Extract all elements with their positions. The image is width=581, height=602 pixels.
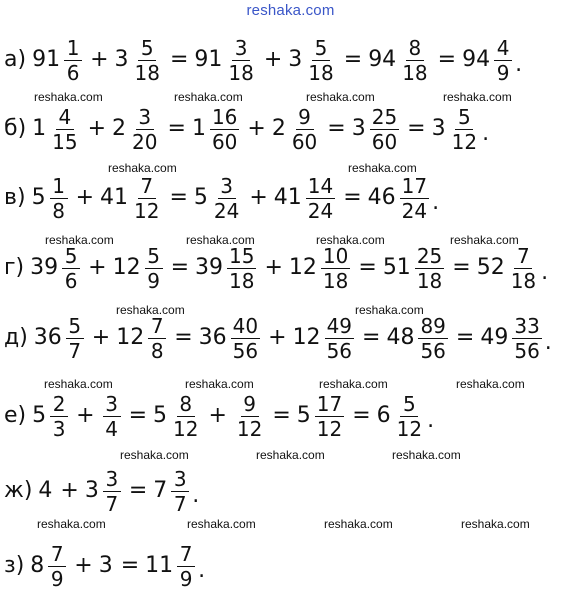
mixed-number	[32, 391, 70, 441]
equals-sign: =	[170, 255, 190, 280]
denominator: 18	[510, 268, 537, 293]
numerator: 5	[400, 394, 418, 417]
denominator: 7	[68, 338, 82, 363]
fraction	[415, 243, 444, 293]
period: .	[427, 408, 435, 433]
whole-part: 5	[193, 185, 208, 210]
numerator: 5	[312, 38, 330, 61]
plus-sign: +	[264, 255, 283, 280]
plus-sign: +	[76, 403, 95, 428]
numerator: 5	[62, 246, 80, 269]
fraction	[50, 173, 68, 223]
mixed-number	[193, 173, 243, 223]
denominator: 24	[213, 198, 240, 223]
plus-sign: +	[91, 325, 111, 350]
numerator: 5	[455, 107, 473, 130]
watermark-text: reshaka.com	[120, 448, 189, 462]
numerator: 40	[232, 313, 259, 338]
mixed-number	[145, 541, 197, 591]
whole-part: 3	[114, 47, 129, 72]
watermark-row	[0, 377, 581, 391]
equals-sign: =	[352, 403, 371, 428]
whole-part: 7	[153, 478, 168, 503]
watermark-text: reshaka.com	[185, 377, 254, 391]
fraction	[325, 313, 354, 363]
numerator: 4	[494, 38, 512, 61]
fraction	[132, 173, 161, 223]
whole-part: 49	[480, 325, 509, 350]
whole-number	[38, 480, 54, 502]
whole-part: 3	[98, 553, 113, 578]
watermark-text: reshaka.com	[316, 233, 385, 247]
watermark-text: reshaka.com	[44, 377, 113, 391]
whole-part: 46	[367, 185, 396, 210]
watermark-text: reshaka.com	[319, 377, 388, 391]
watermark-text: reshaka.com	[34, 90, 103, 104]
whole-part: 5	[31, 185, 46, 210]
whole-part: 51	[382, 255, 411, 280]
denominator: 18	[229, 268, 255, 293]
mixed-number	[476, 243, 540, 293]
site-header[interactable]: reshaka.com	[246, 2, 335, 19]
plus-sign: +	[88, 255, 107, 280]
denominator: 12	[173, 416, 199, 441]
numerator: 2	[50, 394, 68, 417]
equals-sign: =	[343, 185, 362, 210]
fraction	[306, 35, 335, 85]
whole-part: 41	[273, 185, 302, 210]
plus-sign: +	[60, 478, 79, 503]
watermark-text: reshaka.com	[456, 377, 525, 391]
watermark-text: reshaka.com	[355, 303, 424, 317]
mixed-number	[367, 173, 431, 223]
fraction	[235, 391, 264, 441]
fraction	[321, 243, 350, 293]
equals-sign: =	[128, 403, 147, 428]
fraction	[306, 173, 335, 223]
numerator: 14	[307, 173, 334, 198]
mixed-number	[100, 173, 163, 223]
numerator: 4	[56, 107, 74, 130]
problem-row	[4, 390, 434, 442]
watermark-row	[0, 90, 581, 104]
period: .	[198, 558, 206, 583]
fraction	[494, 35, 512, 85]
whole-part: 3	[431, 116, 446, 141]
denominator: 7	[105, 491, 119, 516]
watermark-text: reshaka.com	[116, 303, 185, 317]
fraction	[133, 35, 162, 85]
mixed-number	[382, 243, 446, 293]
whole-part: 3	[351, 116, 366, 141]
problem-label: е)	[4, 403, 27, 428]
fraction	[177, 541, 195, 591]
denominator: 12	[451, 129, 478, 154]
whole-part: 36	[198, 325, 227, 350]
equals-sign: =	[362, 325, 381, 350]
numerator: 3	[218, 176, 236, 199]
mixed-number	[386, 313, 449, 363]
mixed-number	[376, 391, 426, 441]
numerator: 3	[103, 469, 121, 492]
denominator: 9	[496, 60, 510, 85]
fraction	[450, 104, 479, 154]
whole-part: 3	[288, 47, 303, 72]
numerator: 7	[148, 316, 166, 339]
fraction	[66, 313, 84, 363]
numerator: 1	[64, 38, 82, 61]
mixed-number	[191, 104, 241, 154]
mixed-number	[233, 391, 266, 441]
plus-sign: +	[75, 185, 94, 210]
denominator: 6	[66, 60, 80, 85]
numerator: 5	[66, 316, 84, 339]
denominator: 18	[416, 268, 443, 293]
period: .	[482, 121, 490, 146]
numerator: 3	[103, 394, 121, 417]
mixed-number	[101, 391, 123, 441]
whole-part: 6	[376, 403, 391, 428]
denominator: 12	[316, 416, 343, 441]
whole-number	[99, 555, 115, 577]
equals-sign: =	[169, 185, 188, 210]
watermark-text: reshaka.com	[186, 233, 255, 247]
watermark-text: reshaka.com	[174, 90, 243, 104]
mixed-number	[116, 313, 168, 363]
fraction	[103, 391, 121, 441]
numerator: 7	[48, 544, 66, 567]
period: .	[541, 260, 549, 285]
denominator: 18	[402, 60, 428, 85]
denominator: 6	[64, 268, 78, 293]
whole-part: 91	[32, 47, 61, 72]
watermark-text: reshaka.com	[324, 517, 393, 531]
numerator: 8	[406, 38, 424, 61]
denominator: 7	[173, 491, 187, 516]
fraction	[148, 313, 166, 363]
fraction	[50, 104, 79, 154]
fraction	[210, 104, 239, 154]
denominator: 18	[228, 60, 254, 85]
numerator: 17	[401, 173, 428, 198]
mixed-number	[288, 243, 352, 293]
denominator: 24	[307, 198, 334, 223]
whole-part: 5	[153, 403, 167, 428]
fraction	[231, 313, 260, 363]
problem-row	[4, 172, 439, 224]
problem-label: б)	[4, 116, 27, 141]
fraction	[400, 35, 429, 85]
mixed-number	[195, 243, 258, 293]
period: .	[432, 190, 440, 215]
watermark-text: reshaka.com	[187, 517, 256, 531]
mixed-number	[114, 35, 164, 85]
fraction	[290, 104, 319, 154]
numerator: 5	[138, 38, 156, 61]
watermark-row	[0, 161, 581, 175]
plus-sign: +	[90, 47, 109, 72]
mixed-number	[33, 313, 86, 363]
whole-part: 12	[292, 325, 321, 350]
whole-part: 5	[296, 403, 311, 428]
fraction	[62, 243, 80, 293]
whole-part: 5	[32, 403, 47, 428]
watermark-text: reshaka.com	[450, 233, 519, 247]
denominator: 18	[322, 268, 349, 293]
denominator: 56	[514, 338, 540, 363]
denominator: 15	[52, 129, 78, 154]
mixed-number	[368, 35, 431, 85]
mixed-number	[153, 466, 191, 516]
plus-sign: +	[268, 325, 287, 350]
fraction	[145, 243, 163, 293]
numerator: 25	[371, 104, 398, 129]
numerator: 10	[322, 243, 349, 268]
problem-row	[4, 312, 552, 364]
fraction	[418, 313, 447, 363]
problem-label: з)	[4, 553, 25, 578]
denominator: 9	[179, 566, 193, 591]
equals-sign: =	[437, 47, 457, 72]
mixed-number	[431, 104, 481, 154]
denominator: 8	[52, 198, 65, 223]
denominator: 60	[211, 129, 238, 154]
denominator: 60	[291, 129, 318, 154]
plus-sign: +	[249, 185, 268, 210]
whole-part: 39	[195, 255, 224, 280]
fraction	[395, 391, 424, 441]
denominator: 9	[147, 268, 160, 293]
problem-label: д)	[4, 325, 28, 350]
period: .	[544, 330, 552, 355]
denominator: 60	[371, 129, 398, 154]
fraction	[64, 35, 82, 85]
plus-sign: +	[87, 116, 107, 141]
numerator: 8	[177, 394, 195, 417]
whole-part: 36	[33, 325, 62, 350]
watermark-row	[0, 303, 581, 317]
whole-part: 52	[476, 255, 505, 280]
fraction	[315, 391, 344, 441]
watermark-text: reshaka.com	[45, 233, 114, 247]
whole-part: 2	[112, 116, 127, 141]
whole-part: 3	[84, 478, 99, 503]
fraction	[130, 104, 159, 154]
numerator: 5	[145, 246, 163, 269]
problem-label: в)	[4, 185, 26, 210]
numerator: 1	[50, 176, 68, 199]
whole-part: 12	[112, 255, 141, 280]
fraction	[48, 541, 66, 591]
problem-label: ж)	[4, 478, 33, 503]
denominator: 56	[420, 338, 446, 363]
watermark-text: reshaka.com	[461, 517, 530, 531]
whole-part: 11	[145, 553, 174, 578]
equals-sign: =	[169, 47, 189, 72]
whole-part: 2	[271, 116, 286, 141]
numerator: 7	[177, 544, 195, 567]
fraction	[212, 173, 241, 223]
denominator: 4	[105, 416, 118, 441]
mixed-number	[351, 104, 401, 154]
fraction	[171, 391, 200, 441]
equals-sign: =	[327, 116, 346, 141]
denominator: 12	[236, 416, 263, 441]
denominator: 56	[232, 338, 259, 363]
denominator: 20	[132, 129, 158, 154]
numerator: 15	[229, 243, 255, 268]
mixed-number	[31, 173, 70, 223]
mixed-number	[30, 541, 68, 591]
fraction	[103, 466, 121, 516]
problem-label: а)	[4, 47, 27, 72]
fraction	[171, 466, 189, 516]
whole-part: 94	[462, 47, 491, 72]
numerator: 7	[514, 246, 532, 269]
problem-row	[4, 465, 199, 517]
numerator: 3	[171, 469, 189, 492]
numerator: 3	[136, 107, 154, 130]
numerator: 7	[138, 176, 156, 199]
numerator: 25	[416, 243, 443, 268]
watermark-text: reshaka.com	[37, 517, 106, 531]
equals-sign: =	[452, 255, 471, 280]
whole-part: 48	[386, 325, 415, 350]
whole-part: 39	[30, 255, 59, 280]
plus-sign: +	[263, 47, 283, 72]
fraction	[227, 243, 256, 293]
denominator: 12	[134, 198, 160, 223]
whole-part: 4	[38, 478, 53, 503]
equals-sign: =	[174, 325, 193, 350]
denominator: 24	[401, 198, 428, 223]
fraction	[512, 313, 541, 363]
fraction	[400, 173, 429, 223]
equals-sign: =	[358, 255, 377, 280]
mixed-number	[480, 313, 543, 363]
mixed-number	[462, 35, 514, 85]
problem-row	[4, 103, 489, 155]
equals-sign: =	[167, 116, 186, 141]
denominator: 18	[308, 60, 334, 85]
mixed-number	[30, 243, 82, 293]
watermark-row	[0, 448, 581, 462]
watermark-text: reshaka.com	[348, 161, 417, 175]
whole-part: 12	[116, 325, 145, 350]
watermark-text: reshaka.com	[256, 448, 325, 462]
watermark-text: reshaka.com	[443, 90, 512, 104]
denominator: 9	[50, 566, 64, 591]
mixed-number	[292, 313, 356, 363]
numerator: 33	[514, 313, 540, 338]
plus-sign: +	[247, 116, 266, 141]
problem-row	[4, 242, 548, 294]
plus-sign: +	[74, 553, 93, 578]
fraction	[226, 35, 255, 85]
fraction	[509, 243, 538, 293]
watermark-row	[0, 517, 581, 531]
mixed-number	[271, 104, 321, 154]
equals-sign: =	[343, 47, 363, 72]
mixed-number	[296, 391, 346, 441]
equals-sign: =	[128, 478, 148, 503]
numerator: 9	[296, 107, 314, 130]
equals-sign: =	[272, 403, 291, 428]
watermark-text: reshaka.com	[108, 161, 177, 175]
mixed-number	[32, 35, 84, 85]
denominator: 56	[326, 338, 353, 363]
mixed-number	[198, 313, 262, 363]
mixed-number	[32, 104, 81, 154]
problem-row	[4, 540, 205, 592]
mixed-number	[194, 35, 257, 85]
mixed-number	[112, 104, 161, 154]
period: .	[515, 52, 523, 77]
whole-part: 1	[191, 116, 206, 141]
numerator: 16	[211, 104, 238, 129]
denominator: 8	[150, 338, 164, 363]
denominator: 12	[396, 416, 423, 441]
numerator: 89	[420, 313, 446, 338]
denominator: 18	[134, 60, 160, 85]
whole-part: 8	[30, 553, 45, 578]
numerator: 9	[241, 394, 259, 417]
whole-part: 91	[194, 47, 223, 72]
watermark-text: reshaka.com	[306, 90, 375, 104]
numerator: 3	[232, 38, 250, 61]
whole-part: 41	[100, 185, 128, 210]
fraction	[50, 391, 68, 441]
equals-sign: =	[455, 325, 475, 350]
problem-row	[4, 34, 522, 86]
whole-part: 12	[288, 255, 317, 280]
problem-label: г)	[4, 255, 25, 280]
period: .	[192, 483, 200, 508]
fraction	[370, 104, 399, 154]
denominator: 3	[52, 416, 66, 441]
numerator: 49	[326, 313, 353, 338]
mixed-number	[288, 35, 337, 85]
mixed-number	[84, 466, 123, 516]
whole-part: 94	[368, 47, 397, 72]
watermark-row	[0, 233, 581, 247]
whole-part: 1	[32, 116, 47, 141]
watermark-text: reshaka.com	[392, 448, 461, 462]
mixed-number	[112, 243, 165, 293]
equals-sign: =	[407, 116, 426, 141]
plus-sign: +	[208, 403, 227, 428]
mixed-number	[153, 391, 202, 441]
numerator: 17	[316, 391, 343, 416]
mixed-number	[273, 173, 337, 223]
equals-sign: =	[120, 553, 140, 578]
